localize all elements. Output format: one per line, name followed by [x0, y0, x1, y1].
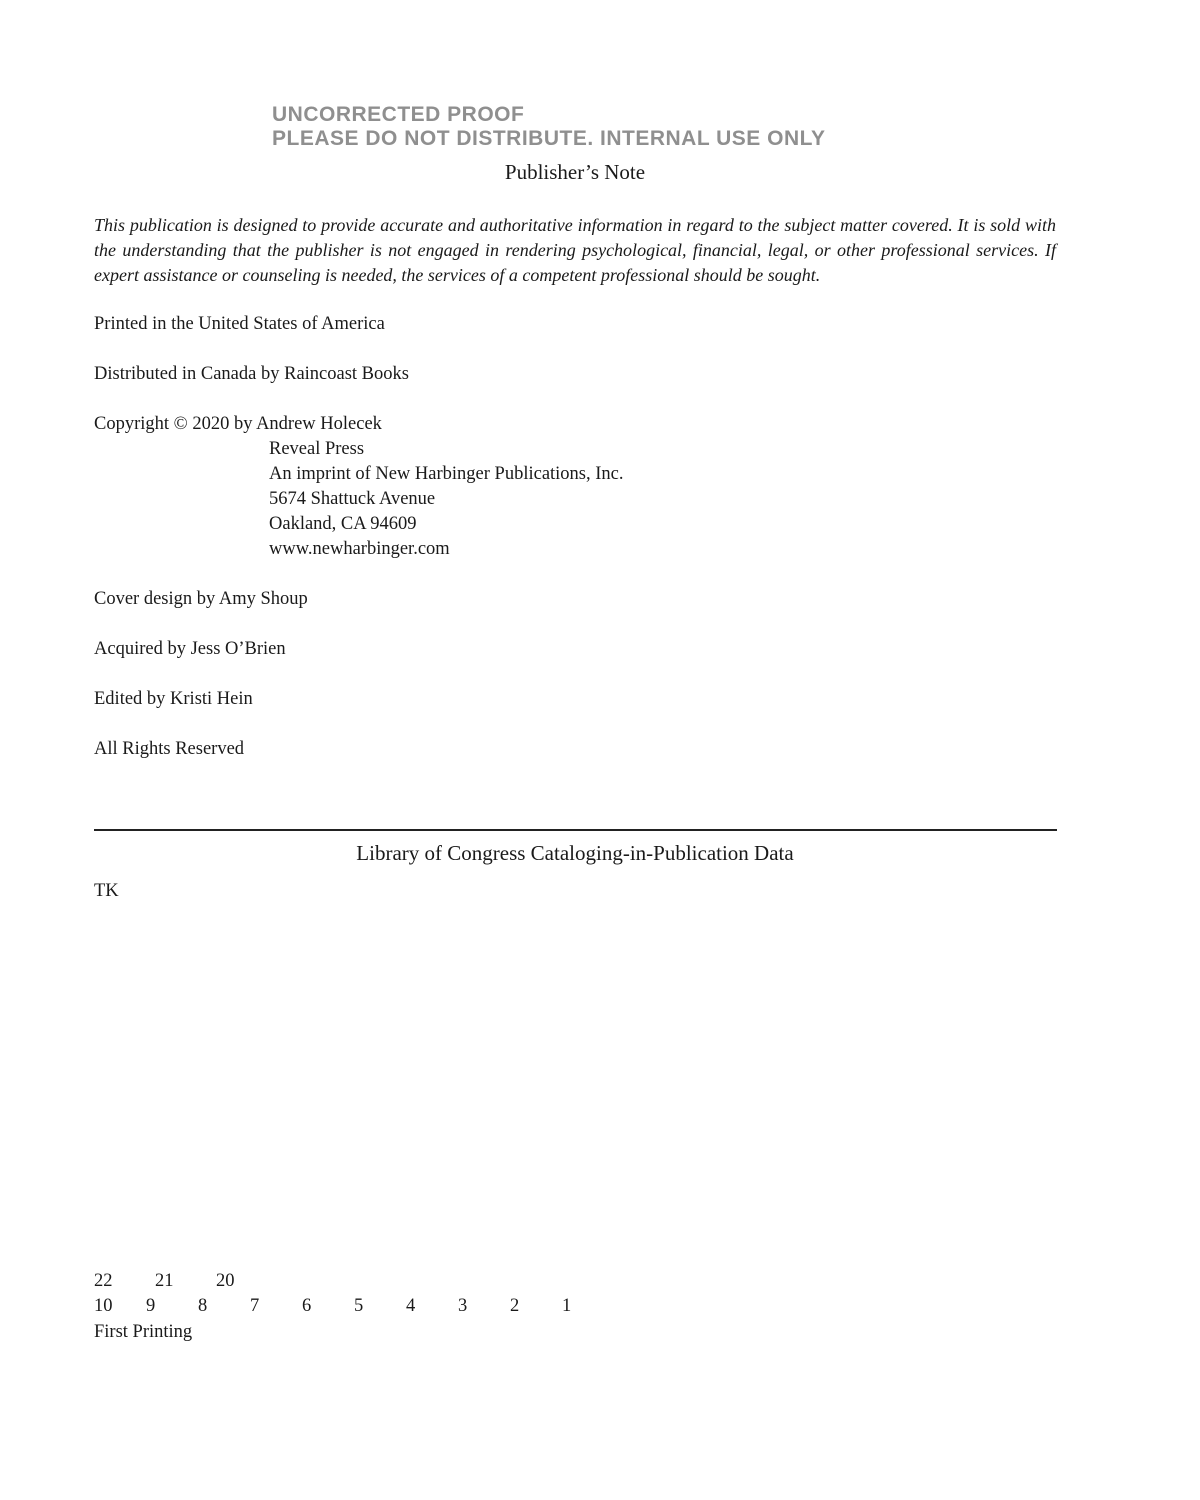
printing-number: 9 — [146, 1296, 156, 1316]
first-printing-label: First Printing — [94, 1322, 193, 1342]
address-line: An imprint of New Harbinger Publications, Inc. — [269, 464, 624, 484]
acquired-by-credit: Acquired by Jess O’Brien — [94, 639, 286, 659]
printing-number: 1 — [562, 1296, 572, 1316]
printed-in: Printed in the United States of America — [94, 314, 385, 334]
address-line: 5674 Shattuck Avenue — [269, 489, 436, 509]
printing-number: 3 — [458, 1296, 468, 1316]
cip-content: TK — [94, 881, 119, 901]
address-line: Oakland, CA 94609 — [269, 514, 417, 534]
distributed-by: Distributed in Canada by Raincoast Books — [94, 364, 409, 384]
cip-title: Library of Congress Cataloging-in-Publication Data — [356, 841, 794, 865]
printing-numbers — [94, 1294, 614, 1319]
watermark-line-1: UNCORRECTED PROOF — [272, 103, 525, 126]
section-divider — [94, 829, 1057, 831]
publisher-website: www.newharbinger.com — [269, 539, 450, 559]
printing-number: 6 — [302, 1296, 312, 1316]
printing-year: 20 — [216, 1271, 235, 1291]
printing-number: 8 — [198, 1296, 208, 1316]
cover-design-credit: Cover design by Amy Shoup — [94, 589, 308, 609]
printing-year: 21 — [155, 1271, 174, 1291]
publishers-note-title: Publisher’s Note — [504, 160, 646, 184]
printing-number: 2 — [510, 1296, 520, 1316]
printing-number: 7 — [250, 1296, 260, 1316]
rights-reserved: All Rights Reserved — [94, 739, 245, 759]
printing-number: 10 — [94, 1296, 113, 1316]
publishers-note-text: This publication is designed to provide accurate and authoritative information in regard to the subject matter covered. It is sold with the understanding that the publisher is not engaged in rendering psychological, financial, legal, or other professional services. If expert assistance or counseling is needed, the services of a competent professional should be sought. — [94, 215, 1056, 285]
proof-watermark — [272, 103, 826, 151]
copyright-line: Copyright © 2020 by Andrew Holecek — [94, 414, 382, 434]
printing-years — [94, 1269, 277, 1294]
printing-year: 22 — [94, 1271, 113, 1291]
watermark-line-2: PLEASE DO NOT DISTRIBUTE. INTERNAL USE ONLY — [272, 127, 826, 150]
printing-number: 5 — [354, 1296, 364, 1316]
printing-number: 4 — [406, 1296, 416, 1316]
edited-by-credit: Edited by Kristi Hein — [94, 689, 253, 709]
address-line: Reveal Press — [269, 439, 365, 459]
